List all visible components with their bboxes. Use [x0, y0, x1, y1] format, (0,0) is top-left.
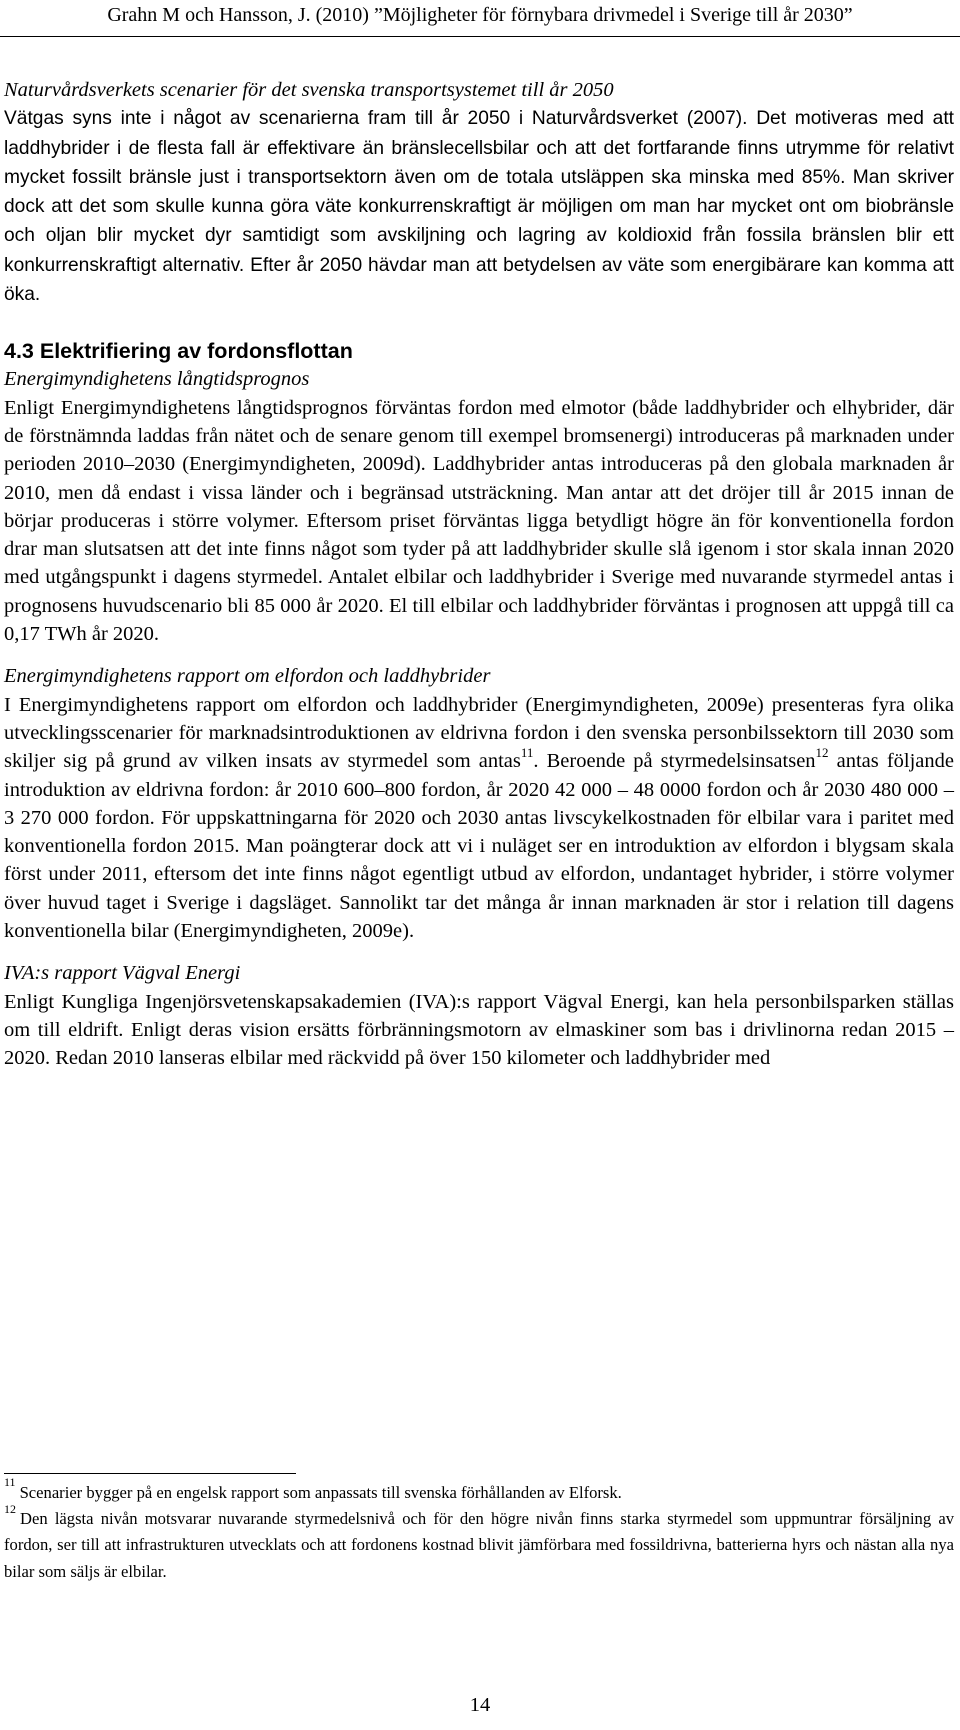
footnote-text: Scenarier bygger på en engelsk rapport som anpassats till svenska förhållanden av Elforsk. [19, 1483, 622, 1502]
footnote-number: 11 [4, 1475, 16, 1490]
paragraph-naturvardsverket-part-a: Vätgas syns inte i något av scenarierna fram till år 2050 i Naturvårdsverket (2007). Det motiveras med att laddhybrider i de flesta fall är effektivare än bränslecellsbilar och att det fortfarande finns utrymme för relativt mycket fossilt bränsle just i transportsektorn även om de totala utsläppen ska minska med 85%. [4, 108, 954, 188]
footnote-text: Den lägsta nivån motsvarar nuvarande styrmedelsnivå och för den högre nivån finns starka styrmedel som uppmuntrar försäljning av fordon, ser till att infrastrukturen utvecklats och att fordonens kostnad blivit jämförbara med fossildrivna, batterierna hyrs och nästan alla nya bilar som säljs är elbilar. [4, 1509, 954, 1581]
subsection-title-iva: IVA:s rapport Vägval Energi [4, 962, 241, 985]
subsection-title-naturvardsverket: Naturvårdsverkets scenarier för det svenska transportsystemet till år 2050 [4, 79, 614, 101]
paragraph-naturvardsverket-part-b: Man skriver dock att det som skulle kunna göra väte konkurrenskraftigt är möjligen om man har mycket ont om biobränsle och oljan blir mycket dyr samtidigt som avskiljning och lagring av koldioxid från fossila bränslen blir ett konkurrenskraftigt alternativ. Efter år 2050 hävdar man att betydelsen av väte som energibärare kan komma att öka. [4, 166, 955, 306]
footnote-rule [4, 1473, 296, 1474]
paragraph-iva: Enligt Kungliga Ingenjörsvetenskapsakademien (IVA):s rapport Vägval Energi, kan hela personbilsparken ställas om till eldrift. Enligt deras vision ersätts förbränningsmotorn av elmaskiner som bas i drivlinorna redan 2015 – 2020. Redan 2010 lanseras elbilar med räckvidd på över 150 kilometer och laddhybrider med [4, 990, 954, 1070]
page-number: 14 [469, 1694, 491, 1716]
footnote-11 [4, 1475, 954, 1506]
footnote-ref-12: 12 [815, 745, 829, 761]
paragraph-elfordon-rapport [4, 691, 954, 946]
footnotes [4, 1475, 954, 1585]
paragraph-elfordon-part-3: antas följande introduktion av eldrivna fordon: år 2010 600–800 fordon, år 2020 42 000 – 48 0000 fordon och år 2030 480 000 – 3 270 000 fordon. För uppskattningarna för 2020 och 2030 antas livscykelkostnaden för elbilar vara i paritet med konventionella fordon 2015. Man poängterar dock att vi i nuläget ser en introduktion av elfordon i blygsam skala först under 2011, eftersom det inte finns något egentligt utbud av elfordon, undantaget hybrider, i större volymer över huvud taget i Sverige i dagsläget. Sannolikt tar det många år innan marknaden är stor i relation till dagens konventionella bilar (Energimyndigheten, 2009e). [4, 750, 954, 943]
paragraph-elfordon-part-1: I Energimyndighetens rapport om elfordon och laddhybrider (Energimyndigheten, 2009e) presenteras fyra olika utvecklingsscenarier för marknadsintroduktionen av eldrivna fordon i den svenska personbilssektorn till 2030 som skiljer sig på grund av vilken insats av styrmedel som antas [4, 693, 954, 773]
body-text [4, 76, 954, 1073]
section-heading: 4.3 Elektrifiering av fordonsflottan [4, 339, 353, 364]
header-rule [0, 36, 960, 37]
subsection-title-langtidsprognos: Energimyndighetens långtidsprognos [4, 368, 310, 391]
footnote-number: 12 [4, 1501, 16, 1516]
running-header: Grahn M och Hansson, J. (2010) ”Möjligheter för förnybara drivmedel i Sverige till år 2030” [107, 4, 853, 26]
paragraph-naturvardsverket [4, 104, 954, 309]
subsection-title-elfordon-rapport: Energimyndighetens rapport om elfordon och laddhybrider [4, 665, 491, 688]
paragraph-elfordon-part-2: . Beroende på styrmedelsinsatsen [533, 750, 816, 773]
footnote-12 [4, 1501, 954, 1585]
footnote-ref-11: 11 [520, 745, 534, 761]
paragraph-langtidsprognos: Enligt Energimyndighetens långtidsprognos förväntas fordon med elmotor (både laddhybrider och elhybrider, där de förstnämnda laddas från nätet och de senare genom till exempel bromsenergi) introduceras på marknaden under perioden 2010–2030 (Energimyndigheten, 2009d). Laddhybrider antas introduceras på den globala marknaden år 2010, men då endast i vissa länder och i begränsad utsträckning. Man antar att det dröjer till år 2015 innan de börjar produceras i större volymer. Eftersom priset förväntas ligga betydligt högre än för konventionella fordon drar man slutsatsen att det inte finns något som tyder på att laddhybrider skulle slå igenom i stor skala innan 2020 med utgångspunkt i dagens styrmedel. Antalet elbilar och laddhybrider i Sverige med nuvarande styrmedel antas i prognosens huvudscenario bli 85 000 år 2020. El till elbilar och laddhybrider förväntas i prognosen att uppgå till ca 0,17 TWh år 2020. [4, 396, 954, 646]
